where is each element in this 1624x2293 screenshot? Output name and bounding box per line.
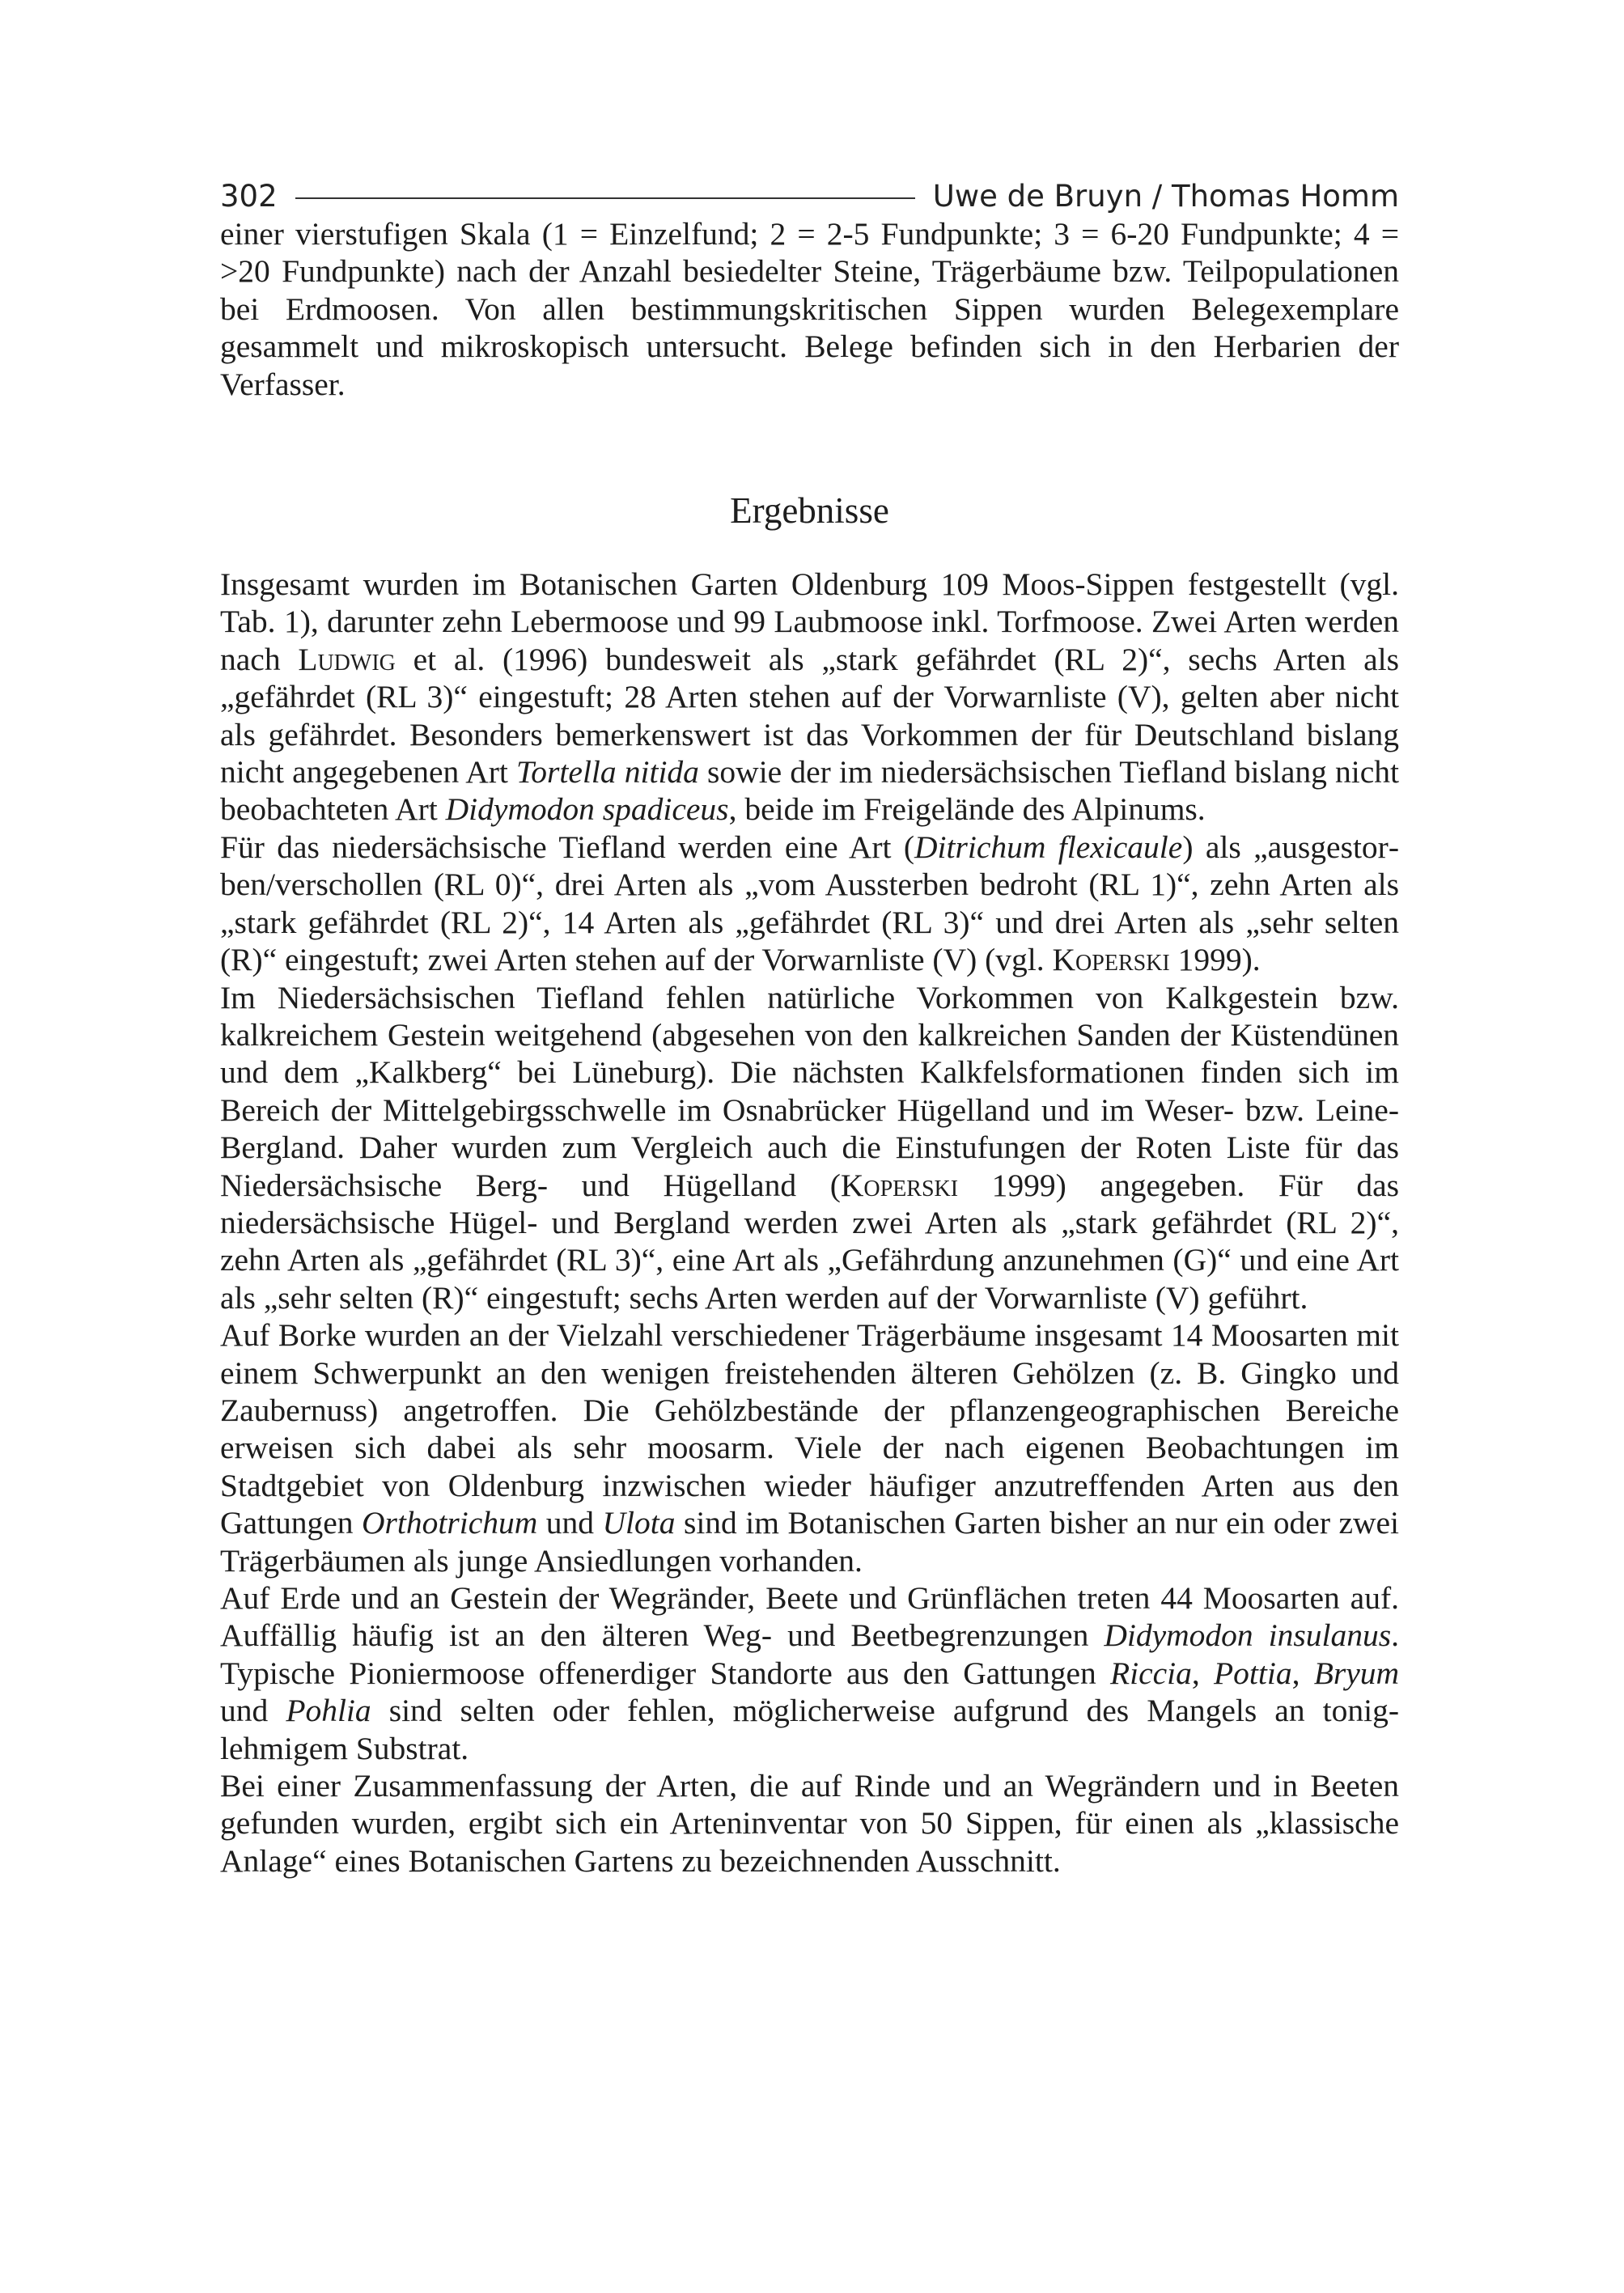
species-name: Didymodon insulanus	[1104, 1617, 1392, 1654]
page-number: 302	[220, 179, 278, 214]
citation-koperski: Koperski	[1052, 942, 1170, 978]
genus-name: Pohlia	[286, 1693, 371, 1729]
paragraph-1: Insgesamt wurden im Botanischen Garten Oldenburg 109 Moos-Sippen festgestellt (vgl. Tab. 1), darunter zehn Lebermoose und 99 Laubmoose inkl. Torfmoose. Zwei Arten werden nach Ludwig et al. (1996) bundesweit als „stark gefährdet (RL 2)“, sechs Arten als „gefährdet (RL 3)“ eingestuft; 28 Arten stehen auf der Vorwarnliste (V), gelten aber nicht als gefährdet. Besonders bemerkenswert ist das Vorkommen der für Deutschland bislang nicht angegebenen Art Tortella nitida sowie der im niedersächsischen Tiefland bislang nicht beobachteten Art Didymodon spadiceus, beide im Freigelände des Alpinums.	[220, 566, 1399, 828]
genus-name: Pottia	[1214, 1655, 1292, 1691]
paragraph-5: Auf Erde und an Gestein der Wegränder, Beete und Grünflächen treten 44 Moosarten auf. Auffällig häufig ist an den älteren Weg- und Beetbegrenzungen Didymodon insulanus. Typische Pioniermoose offenerdiger Standorte aus den Gattungen Riccia, Pottia, Bryum und Pohlia sind selten oder fehlen, möglicherweise aufgrund des Mangels an tonig-lehmigem Substrat.	[220, 1580, 1400, 1766]
section-heading: Ergebnisse	[730, 490, 889, 532]
genus-name: Ulota	[602, 1505, 676, 1541]
genus-name: Riccia	[1110, 1655, 1192, 1691]
paragraph-6: Bei einer Zusammenfassung der Arten, die auf Rinde und an Wegrändern und in Beeten gefunden wurden, ergibt sich ein Arteninventar von 50 Sippen, für einen als „klassische Anlage“ eines Botanischen Gartens zu bezeichnenden Ausschnitt.	[220, 1768, 1399, 1879]
running-head	[220, 178, 1399, 215]
header-rule	[295, 197, 915, 199]
paragraph-4: Auf Borke wurden an der Vielzahl verschiedener Trägerbäume insgesamt 14 Moosarten mit einem Schwerpunkt an den wenigen freistehenden älteren Gehölzen (z. B. Gingko und Zaubernuss) angetroffen. Die Gehölzbestände der pflanzengeographischen Bereiche erweisen sich dabei als sehr moosarm. Viele der nach eigenen Beobachtungen im Stadtgebiet von Oldenburg inzwischen wieder häufiger anzutreffenden Arten aus den Gattungen Orthotrichum und Ulota sind im Botanischen Garten bisher an nur ein oder zwei Trägerbäumen als junge Ansiedlungen vorhanden.	[220, 1317, 1400, 1579]
genus-name: Orthotrichum	[362, 1505, 538, 1541]
intro-paragraph: einer vierstufigen Skala (1 = Einzelfund; 2 = 2-5 Fundpunkte; 3 = 6-20 Fundpunkte; 4 = >20 Fundpunkte) nach der Anzahl besiedelter Steine, Trägerbäume bzw. Teilpopulationen bei Erdmoosen. Von allen bestimmungskritischen Sippen wurden Belegexemplare gesammelt und mikroskopisch untersucht. Belege befinden sich in den Herbarien der Verfasser.	[220, 216, 1399, 402]
genus-name: Bryum	[1313, 1655, 1400, 1691]
citation-ludwig: Ludwig	[298, 641, 396, 677]
species-name: Ditrichum flexicaule	[914, 829, 1183, 865]
paragraph-2: Für das niedersächsische Tiefland werden eine Art (Ditrichum flexicaule) als „ausgestorben/verschollen (RL 0)“, drei Arten als „vom Aussterben bedroht (RL 1)“, zehn Arten als „stark gefährdet (RL 2)“, 14 Arten als „gefährdet (RL 3)“ und drei Arten als „sehr selten (R)“ eingestuft; zwei Arten stehen auf der Vorwarnliste (V) (vgl. Koperski 1999).	[220, 829, 1399, 978]
running-head-authors: Uwe de Bruyn / Thomas Homm	[932, 179, 1399, 214]
species-name: Tortella nitida	[515, 754, 699, 790]
citation-koperski: Koperski	[840, 1167, 959, 1203]
paragraph-3: Im Niedersächsischen Tiefland fehlen natürliche Vorkommen von Kalkgestein bzw. kalkreichem Gestein weitgehend (abgesehen von den kalkreichen Sanden der Küstendünen und dem „Kalkberg“ bei Lüneburg). Die nächsten Kalkfelsformationen finden sich im Bereich der Mittelgebirgsschwelle im Osnabrücker Hügelland und im Weser- bzw. Leine-Bergland. Daher wurden zum Vergleich auch die Einstufungen der Roten Liste für das Niedersächsische Berg- und Hügelland (Koperski 1999) angegeben. Für das niedersächsische Hügel- und Bergland werden zwei Arten als „stark gefährdet (RL 2)“, zehn Arten als „gefährdet (RL 3)“, eine Art als „Gefährdung anzunehmen (G)“ und eine Art als „sehr selten (R)“ eingestuft; sechs Arten werden auf der Vorwarnliste (V) geführt.	[220, 979, 1399, 1316]
page	[220, 178, 1399, 1880]
species-name: Didymodon spadiceus	[445, 791, 729, 828]
